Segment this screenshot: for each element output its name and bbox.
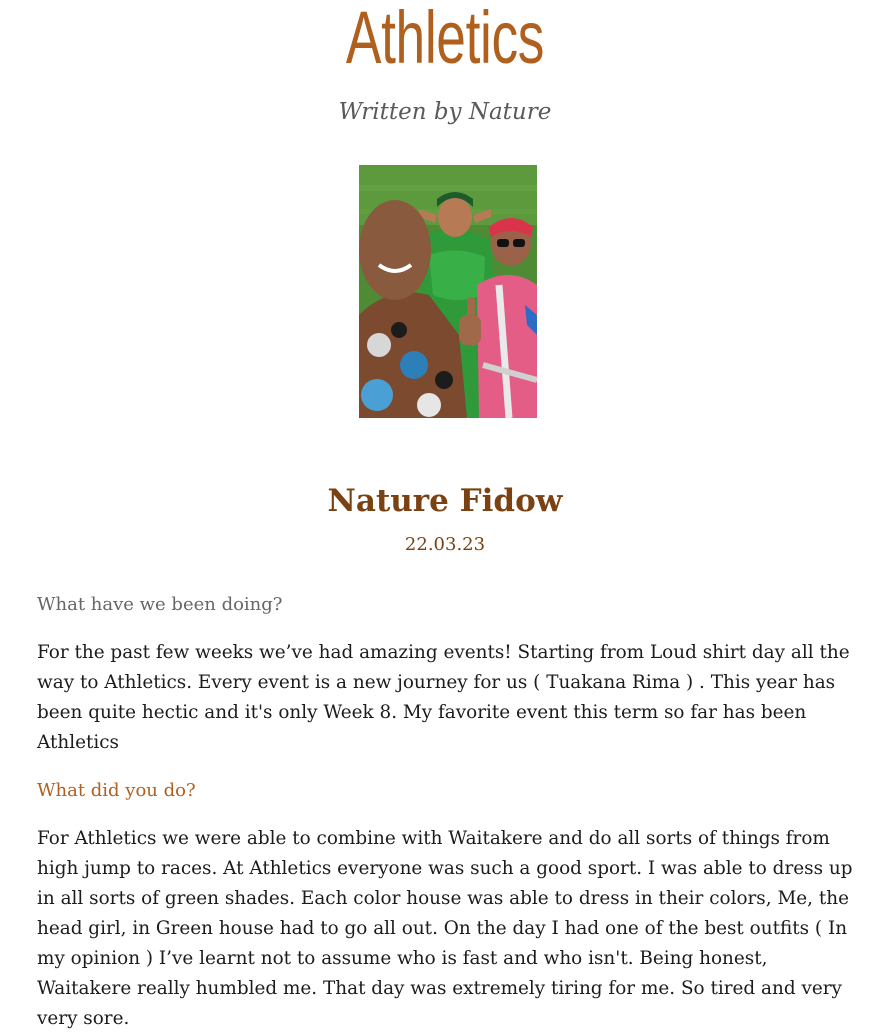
post-date: 22.03.23 [404, 534, 486, 555]
author-name: Nature Fidow [327, 483, 563, 519]
paragraph-2: For Athletics we were able to combine with Waitakere and do all sorts of things from high jump to races. At Athletics everyone was such a good sport. I was able to dress up in all sorts of green shades. Each color house was able to dress in their colors, Me, the head girl, in Green house had to go all out. On the day I had one of the best outfits ( In my opinion ) I’ve learnt not to assume who is fast and who isn't. Being honest, Waitakere really humbled me. That day was extremely tiring for me. So tired and very very sore. [37, 828, 853, 1029]
post-photo [359, 165, 537, 418]
section-question-1: What have we been doing? [37, 594, 283, 615]
paragraph-1: For the past few weeks we’ve had amazing events! Starting from Loud shirt day all the way to Athletics. Every event is a new journey for us ( Tuakana Rima ) . This year has been quite hectic and it's only Week 8. My favorite event this term so far has been Athletics [37, 642, 850, 753]
byline: Written by Nature [338, 99, 552, 125]
page-title: Athletics [345, 0, 545, 79]
section-question-2: What did you do? [37, 780, 196, 801]
